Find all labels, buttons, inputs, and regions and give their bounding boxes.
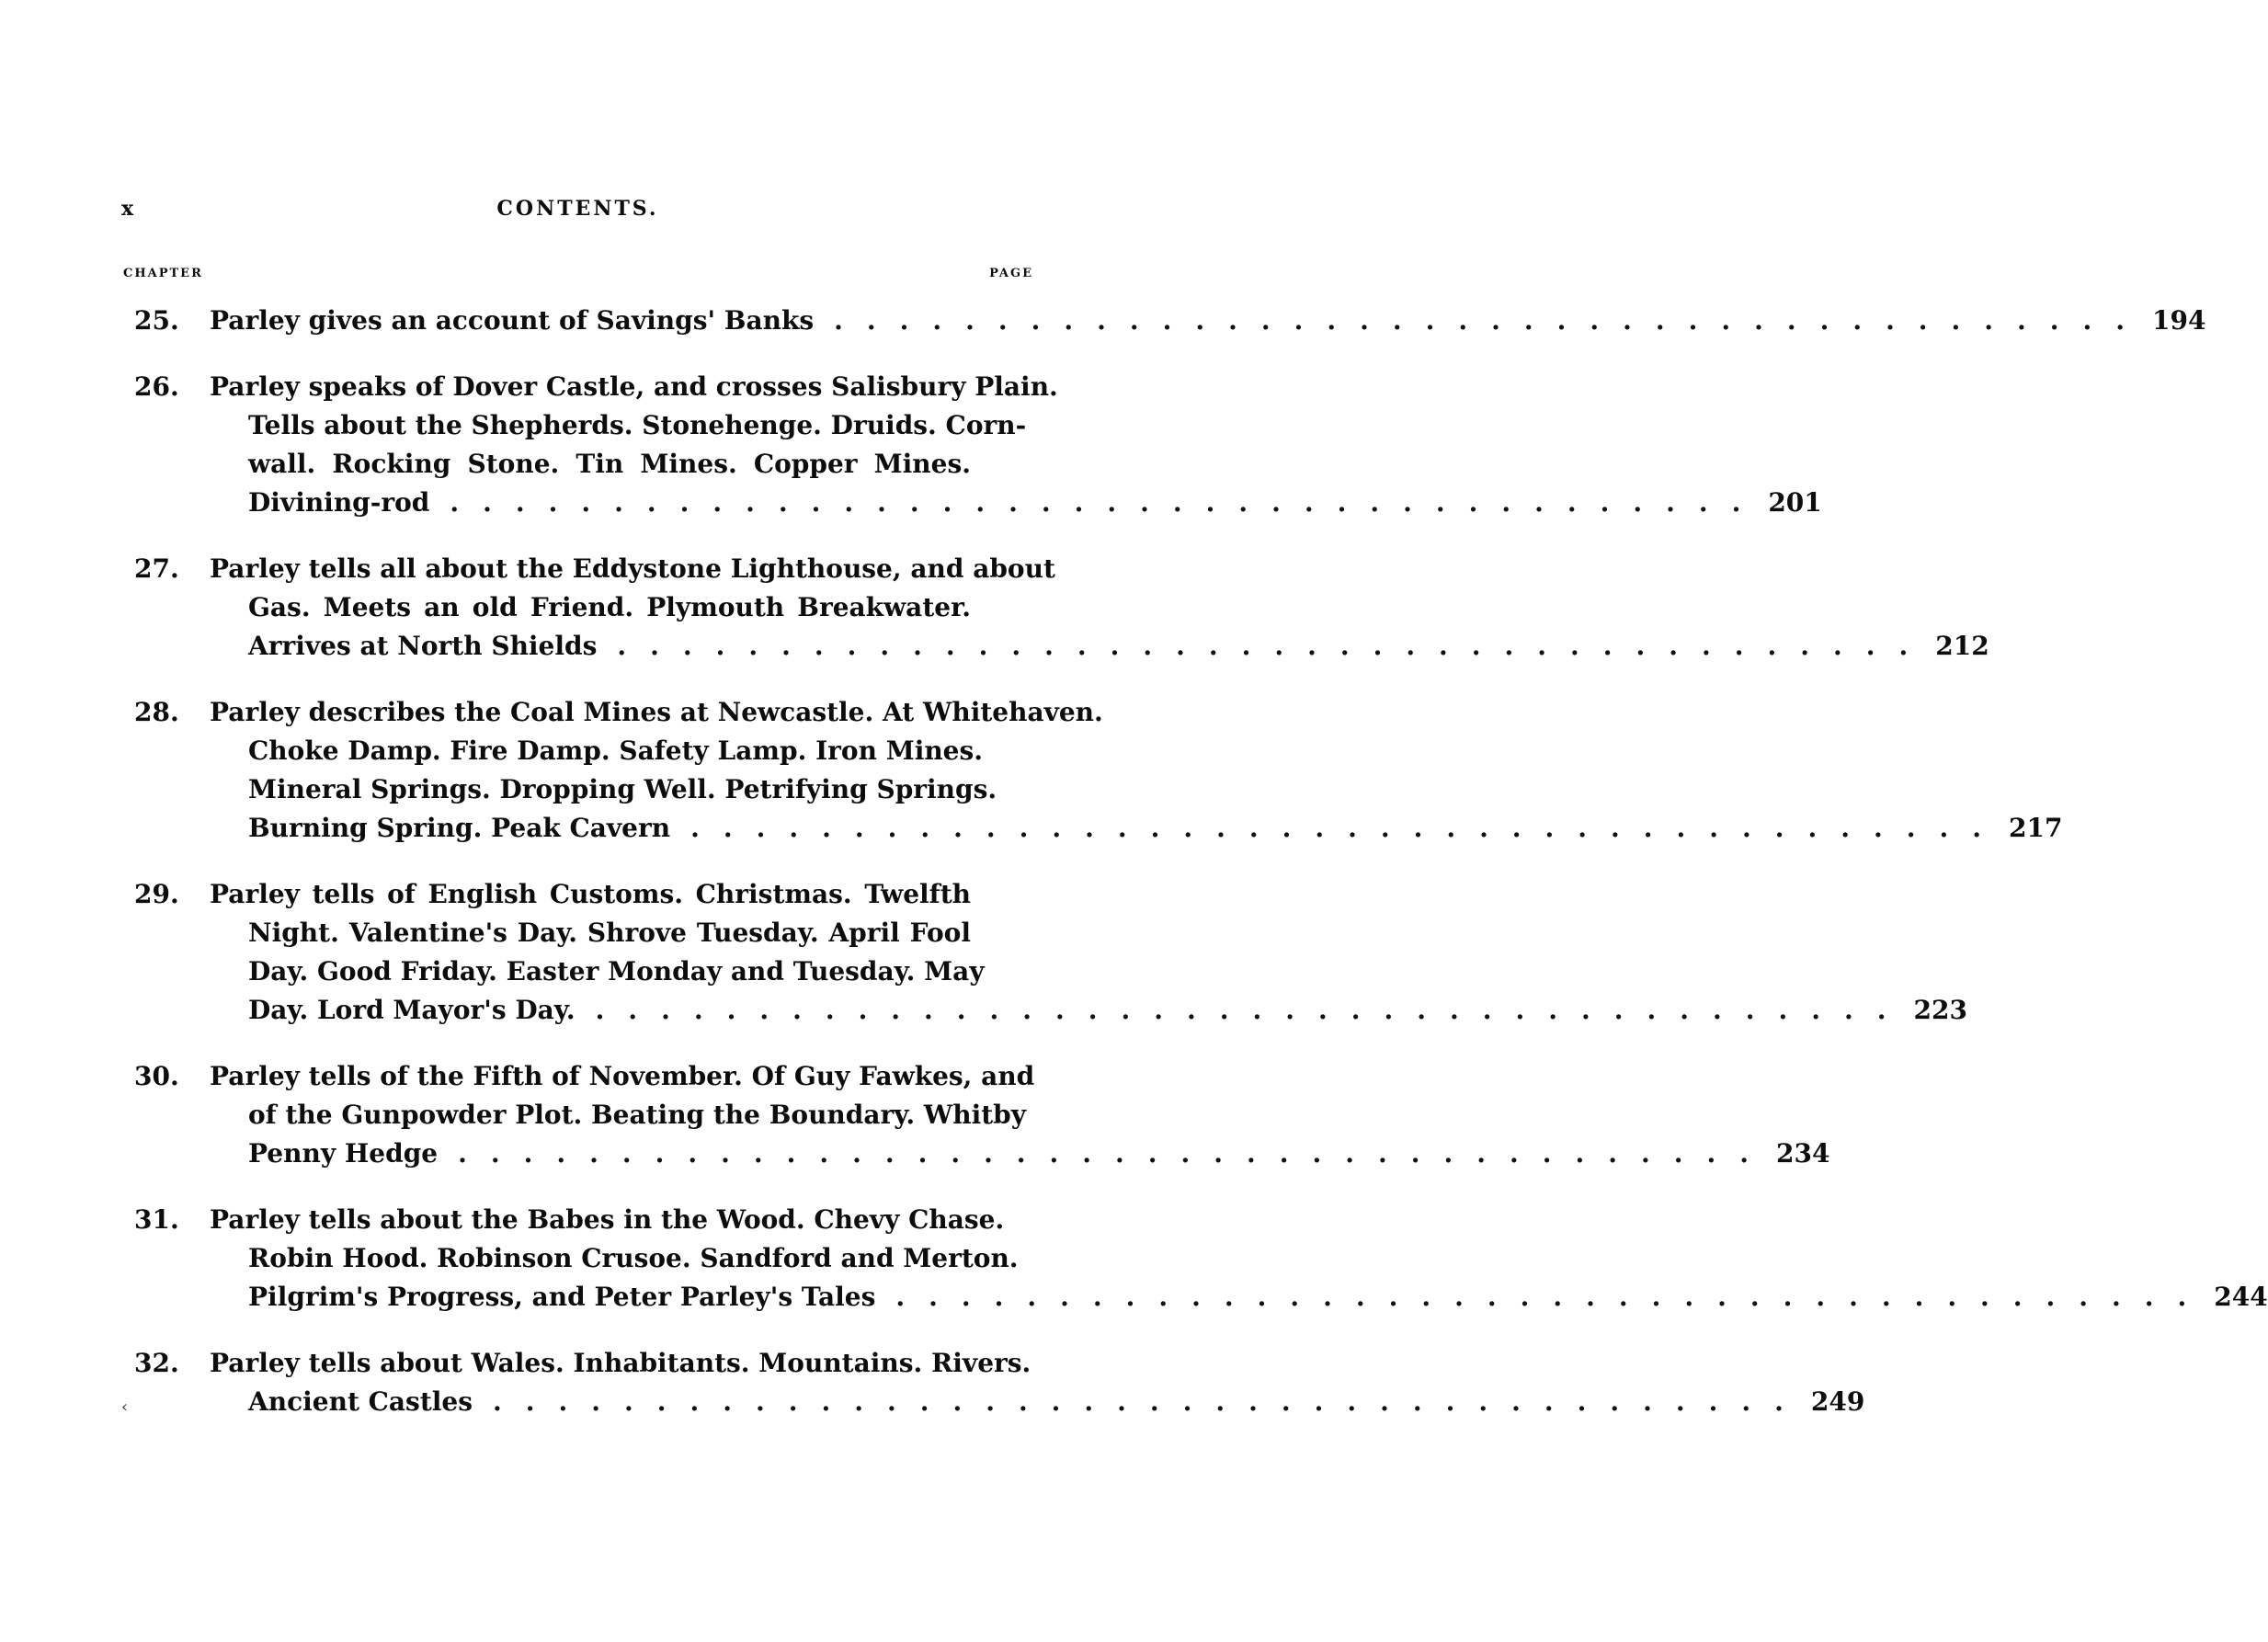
chapter-column-heading: CHAPTER — [123, 267, 203, 280]
summary-line: wall. Rocking Stone. Tin Mines. Copper Mines. — [248, 449, 971, 479]
chapter-summary — [210, 550, 1989, 666]
summary-line: Parley tells of the Fifth of November. Of Guy Fawkes, and — [210, 1061, 1035, 1091]
summary-line — [210, 302, 2206, 340]
dot-leader: ........................................ — [595, 995, 1910, 1025]
summary-line: Choke Damp. Fire Damp. Safety Lamp. Iron Mines. — [248, 735, 984, 766]
contents-entry — [134, 368, 1822, 522]
dot-leader: ........................................ — [450, 487, 1765, 518]
column-headings — [123, 267, 1033, 289]
contents-entry — [134, 1344, 1865, 1421]
page-number: 212 — [1935, 631, 1989, 661]
contents-entry — [134, 693, 2063, 848]
page-number: 223 — [1913, 995, 1967, 1025]
margin-mark: ‹ — [121, 1397, 129, 1417]
summary-line: of the Gunpowder Plot. Beating the Boundary. Whitby — [248, 1100, 1027, 1130]
chapter-number: 31. — [134, 1204, 179, 1235]
summary-line — [248, 809, 2063, 848]
summary-line — [248, 1383, 1865, 1421]
summary-line: Parley speaks of Dover Castle, and crosses Salisbury Plain. — [210, 371, 1058, 402]
summary-line: Parley describes the Coal Mines at Newcastle. At Whitehaven. — [210, 697, 1103, 727]
page-number: 244 — [2214, 1282, 2268, 1312]
chapter-number: 25. — [134, 305, 179, 336]
page-number: 234 — [1776, 1138, 1830, 1169]
chapter-number: 29. — [134, 879, 179, 909]
chapter-number: 30. — [134, 1061, 179, 1091]
dot-leader: ........................................ — [617, 631, 1932, 661]
page-folio: x — [121, 197, 134, 221]
summary-line — [248, 1135, 1830, 1173]
chapter-number: 26. — [134, 371, 179, 402]
contents-entry — [134, 875, 1967, 1030]
dot-leader: ........................................ — [834, 305, 2149, 336]
summary-line-text: Day. Lord Mayor's Day. — [248, 995, 576, 1025]
summary-line: Tells about the Shepherds. Stonehenge. Druids. Corn- — [248, 410, 1027, 440]
summary-line: Parley tells all about the Eddystone Lighthouse, and about — [210, 553, 1055, 584]
summary-line-text: Ancient Castles — [248, 1386, 473, 1417]
summary-line — [248, 484, 1822, 522]
chapter-number: 27. — [134, 553, 179, 584]
page-number: 201 — [1768, 487, 1822, 518]
summary-line — [248, 1278, 2268, 1317]
dot-leader: ........................................ — [690, 813, 2006, 843]
contents-entry — [134, 550, 1989, 666]
dot-leader: ........................................ — [895, 1282, 2211, 1312]
dot-leader: ........................................ — [492, 1386, 1807, 1417]
chapter-number: 32. — [134, 1348, 179, 1378]
summary-line-text: Arrives at North Shields — [248, 631, 598, 661]
running-head — [121, 197, 1034, 234]
chapter-summary — [210, 693, 2063, 848]
summary-line: Gas. Meets an old Friend. Plymouth Breakwater. — [248, 592, 971, 622]
contents-entry — [134, 302, 2206, 340]
chapter-summary — [210, 875, 1967, 1030]
page-number: 194 — [2152, 305, 2206, 336]
contents-entry — [134, 1201, 2268, 1317]
contents-entry — [134, 1057, 1830, 1173]
summary-line: Parley tells of English Customs. Christmas. Twelfth — [210, 879, 971, 909]
page-title: CONTENTS. — [496, 197, 659, 221]
page-number: 249 — [1810, 1386, 1865, 1417]
summary-line-text: Divining-rod — [248, 487, 430, 518]
summary-line: Mineral Springs. Dropping Well. Petrifying Springs. — [248, 774, 997, 804]
page-number: 217 — [2009, 813, 2063, 843]
chapter-summary — [210, 1057, 1830, 1173]
chapter-number: 28. — [134, 697, 179, 727]
contents-list — [134, 302, 2268, 1449]
chapter-summary — [210, 1344, 1865, 1421]
dot-leader: ........................................ — [458, 1138, 1773, 1169]
summary-line — [248, 627, 1989, 666]
chapter-summary — [210, 302, 2206, 340]
summary-line: Parley tells about Wales. Inhabitants. Mountains. Rivers. — [210, 1348, 1031, 1378]
summary-line: Robin Hood. Robinson Crusoe. Sandford and Merton. — [248, 1243, 1019, 1273]
summary-line-text: Penny Hedge — [248, 1138, 439, 1169]
summary-line-text: Parley gives an account of Savings' Banks — [210, 305, 815, 336]
summary-line-text: Burning Spring. Peak Cavern — [248, 813, 671, 843]
chapter-summary — [210, 368, 1822, 522]
summary-line — [248, 991, 1967, 1030]
summary-line: Night. Valentine's Day. Shrove Tuesday. April Fool — [248, 918, 971, 948]
summary-line: Day. Good Friday. Easter Monday and Tuesday. May — [248, 956, 985, 986]
summary-line: Parley tells about the Babes in the Wood. Chevy Chase. — [210, 1204, 1005, 1235]
chapter-summary — [210, 1201, 2268, 1317]
page-column-heading: PAGE — [989, 267, 1033, 280]
summary-line-text: Pilgrim's Progress, and Peter Parley's Tales — [248, 1282, 876, 1312]
